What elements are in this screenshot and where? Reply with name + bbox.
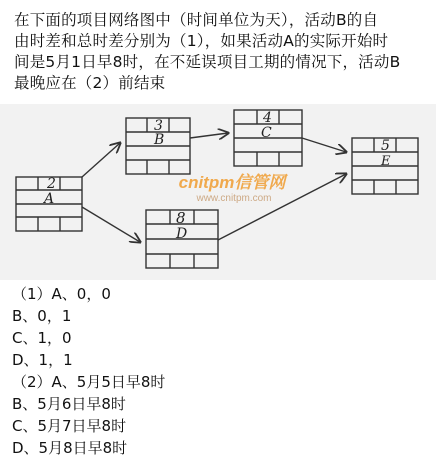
option-line: C、1，0 <box>12 329 72 347</box>
question-line: 最晚应在（2）前结束 <box>14 74 166 92</box>
node-d-letter: D <box>176 226 188 242</box>
node-b-number: 3 <box>154 118 163 134</box>
network-diagram <box>0 104 436 280</box>
option-line: （2）A、5月5日早8时 <box>12 373 166 391</box>
node-e-letter: E <box>381 154 391 169</box>
arrow-c-e <box>302 138 346 152</box>
arrow-a-b <box>82 143 120 177</box>
option-line: （1）A、0，0 <box>12 285 111 303</box>
watermark-url: www.cnitpm.com <box>196 193 272 204</box>
node-a-letter: A <box>44 191 55 207</box>
node-d-number: 8 <box>176 209 186 227</box>
option-line: D、5月8日早8时 <box>12 439 128 457</box>
arrow-a-d <box>82 207 140 242</box>
node-c-letter: C <box>261 125 272 141</box>
question-text <box>14 10 426 94</box>
question-line: 间是5月1日早8时，在不延误项目工期的情况下，活动B <box>14 53 401 71</box>
node-e-number: 5 <box>381 138 390 154</box>
option-line: B、5月6日早8时 <box>12 395 126 413</box>
question-line: 由时差和总时差分别为（1），如果活动A的实际开始时 <box>14 32 389 50</box>
arrow-b-c <box>190 133 228 138</box>
network-diagram-svg <box>0 104 436 280</box>
option-line: C、5月7日早8时 <box>12 417 127 435</box>
question-line: 在下面的项目网络图中（时间单位为天），活动B的自 <box>14 11 379 29</box>
node-b-letter: B <box>154 132 165 148</box>
answer-options <box>12 283 165 459</box>
option-line: B、0，1 <box>12 307 72 325</box>
node-c-number: 4 <box>263 110 272 126</box>
node-a-number: 2 <box>47 176 56 192</box>
watermark-brand: cnitpm信管网 <box>178 173 286 192</box>
option-line: D、1，1 <box>12 351 73 369</box>
